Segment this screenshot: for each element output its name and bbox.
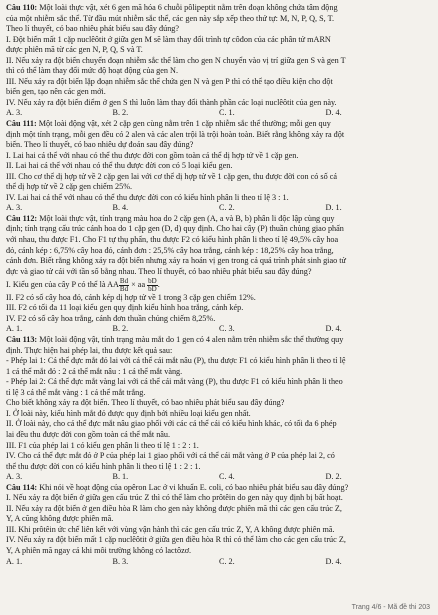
statement-line: được phiên mã từ các gen N, P, Q, S và T. bbox=[6, 45, 143, 55]
question-line: định một tính trạng, mỗi gen đều có 2 alen và các alen trội là trội hoàn toàn. Biết rằng không xảy ra đột bbox=[6, 129, 345, 139]
question-line: định; tính trạng cấu trúc cánh hoa do 1 cặp gen (D, d) quy định. Cho hai cây (P) thuần chủng giao phấn bbox=[6, 224, 344, 234]
option-b: B. 4. bbox=[112, 203, 129, 213]
option-d: D. 4. bbox=[325, 108, 342, 118]
fraction-numerator: bD bbox=[148, 276, 157, 285]
statement-i bbox=[6, 277, 432, 293]
question-line: đực và giao tử cái với tần số bằng nhau. Theo lí thuyết, có bao nhiêu phát biểu sau đây đúng? bbox=[6, 266, 312, 276]
option-a: A. 1. bbox=[6, 324, 23, 334]
page-footer: Trang 4/6 - Mã đề thi 203 bbox=[351, 604, 430, 612]
option-c: C. 4. bbox=[219, 472, 235, 482]
question-text: Một loài động vật, xét 2 cặp gen cùng nằm trên 1 cặp nhiễm sắc thể thường; mỗi gen quy bbox=[38, 119, 331, 129]
genotype-suffix: . bbox=[157, 280, 160, 290]
option-b: B. 1. bbox=[112, 472, 129, 482]
option-d: D. 4. bbox=[325, 324, 342, 334]
option-a: A. 1. bbox=[6, 556, 23, 566]
question-110 bbox=[6, 3, 432, 119]
statement-ii: II. Ở loài này, cho cá thể đực mắt nâu giao phối với các cá thể cái có kiểu hình khác, có tối đa 6 phép bbox=[6, 419, 337, 429]
statement-ii: II. F2 có số cây hoa đỏ, cánh kép dị hợp tử về 1 trong 3 cặp gen chiếm 12%. bbox=[6, 292, 256, 302]
question-line: Theo lí thuyết, có bao nhiêu phát biểu sau đây đúng? bbox=[6, 24, 180, 34]
question-title: Câu 113: bbox=[6, 335, 38, 345]
option-a: A. 3. bbox=[6, 203, 23, 213]
statement-line: thì có thể làm thay đổi mức độ hoạt động của gen N. bbox=[6, 66, 179, 76]
fraction-denominator: Bd bbox=[119, 284, 129, 293]
statement-line: biến gen, tạo nên các gen mới. bbox=[6, 87, 106, 97]
genotype-cross: × aa bbox=[129, 280, 148, 290]
fraction-denominator: bD bbox=[148, 284, 157, 293]
statement-iv: IV. Cho cá thể đực mắt đỏ ở P của phép lai 1 giao phối với cá thể cái mắt vàng ở P của phép lai 2, có bbox=[6, 451, 335, 461]
question-line: với nhau, thu được F1. Cho F1 tự thụ phấn, thu được F2 có kiểu hình phân li theo tỉ lệ 49,5% cây hoa bbox=[6, 235, 339, 245]
option-b: B. 2. bbox=[112, 324, 129, 334]
option-b: B. 2. bbox=[112, 108, 129, 118]
statement-line: thể thu được đời con có kiểu hình phân li theo tỉ lệ 1 : 2 : 1. bbox=[6, 461, 201, 471]
question-111 bbox=[6, 119, 432, 214]
option-a: A. 3. bbox=[6, 108, 23, 118]
statement-iii: III. F2 có tối đa 11 loại kiểu gen quy định kiểu hình hoa trắng, cánh kép. bbox=[6, 303, 244, 313]
statement-iv: IV. F2 có số cây hoa trắng, cánh đơn thuần chủng chiếm 8,25%. bbox=[6, 313, 216, 323]
statement-iv: IV. Nếu xảy ra đột biến mất 1 cặp nuclêôtit ở giữa gen điều hòa R thì có thể làm cho các gen cấu trúc Z, bbox=[6, 535, 346, 545]
statement-iv: IV. Lai hai cá thể với nhau có thể thu được đời con có kiểu hình phân li theo tỉ lệ 3 : 1. bbox=[6, 192, 289, 202]
question-text: Khi nói về hoạt động của opêron Lac ở vi khuẩn E. coli, có bao nhiêu phát biểu sau đây đúng? bbox=[39, 482, 349, 492]
question-114 bbox=[6, 483, 432, 567]
option-d: D. 4. bbox=[325, 556, 342, 566]
statement-line: Y, A phiên mã ngay cả khi môi trường không có lactôzơ. bbox=[6, 545, 192, 555]
statement-line: lai đều thu được đời con gồm toàn cá thể mắt nâu. bbox=[6, 429, 171, 439]
question-line: 1 cá thể mắt đỏ : 2 cá thể mắt nâu : 1 cá thể mắt vàng. bbox=[6, 366, 183, 376]
statement-i: I. Đột biến mất 1 cặp nuclêôtit ở giữa gen M sẽ làm thay đổi trình tự côđon của các phân tử mARN bbox=[6, 34, 331, 44]
answer-options bbox=[6, 108, 432, 119]
genotype-prefix: I. Kiểu gen của cây P có thể là AA bbox=[6, 280, 119, 290]
genotype-fraction-2 bbox=[147, 278, 158, 293]
statement-ii: II. Nếu xảy ra đột biến ở gen điều hòa R làm cho gen này không được phiên mã thì các gen cấu trúc Z, bbox=[6, 503, 342, 513]
question-line: cánh đơn. Biết rằng không xảy ra đột biến nhưng xảy ra hoán vị gen trong cả quá trình phát sinh giao tử bbox=[6, 256, 346, 266]
option-a: A. 3. bbox=[6, 472, 23, 482]
question-title: Câu 111: bbox=[6, 119, 37, 129]
question-title: Câu 112: bbox=[6, 213, 38, 223]
statement-iii: III. Nếu xảy ra đột biến lặp đoạn nhiễm sắc thể chứa gen N và gen P thì có thể tạo điều kiện cho đột bbox=[6, 76, 333, 86]
question-113 bbox=[6, 335, 432, 483]
question-text: Một loài thực vật, tính trạng màu hoa do 2 cặp gen (A, a và B, b) phân li độc lập cùng quy bbox=[39, 213, 335, 223]
statement-line: thể dị hợp tử về 2 cặp gen chiếm 25%. bbox=[6, 182, 133, 192]
option-d: D. 2. bbox=[325, 472, 342, 482]
statement-ii: II. Lai hai cá thể với nhau có thể thu được đời con có 5 loại kiểu gen. bbox=[6, 161, 233, 171]
option-c: C. 3. bbox=[219, 324, 235, 334]
statement-iii: III. Khi prôtêin ức chế liên kết với vùng vận hành thì các gen cấu trúc Z, Y, A không được phiên mã. bbox=[6, 524, 335, 534]
statement-i: I. Nếu xảy ra đột biến ở giữa gen cấu trúc Z thì có thể làm cho prôtêin do gen này quy định bị bất hoạt. bbox=[6, 493, 343, 503]
question-line: định. Thực hiện hai phép lai, thu được kết quả sau: bbox=[6, 345, 173, 355]
answer-options bbox=[6, 324, 432, 335]
statement-iii: III. Cho cơ thể dị hợp tử về 2 cặp gen lai với cơ thể dị hợp tử về 1 cặp gen, thu được đời con có số cá bbox=[6, 171, 338, 181]
statement-line: Y, A cũng không được phiên mã. bbox=[6, 514, 114, 524]
genotype-fraction-1 bbox=[119, 278, 129, 293]
statement-iv: IV. Nếu xảy ra đột biến điểm ở gen S thì luôn làm thay đổi thành phần các loại nuclêôtit của gen này. bbox=[6, 97, 337, 107]
question-title: Câu 110: bbox=[6, 3, 38, 12]
question-text: Một loài động vật, tính trạng màu mắt do 1 gen có 4 alen nằm trên nhiễm sắc thể thường quy bbox=[39, 335, 344, 345]
answer-options bbox=[6, 557, 432, 568]
question-text: Một loài thực vật, xét 6 gen mã hóa 6 chuỗi pôlipeptit nằm trên đoạn không chứa tâm động bbox=[39, 3, 338, 12]
question-line: của một nhiễm sắc thể. Từ đầu mút nhiễm sắc thể, các gen này sắp xếp theo thứ tự: M, N, P, Q, S, T. bbox=[6, 13, 335, 23]
statement-i: I. Ở loài này, kiểu hình mắt đỏ được quy định bởi nhiều loại kiểu gen nhất. bbox=[6, 408, 251, 418]
question-line: tỉ lệ 3 cá thể mắt vàng : 1 cá thể mắt trắng. bbox=[6, 387, 146, 397]
cross-2: - Phép lai 2: Cá thể đực mắt vàng lai với cá thể cái mắt vàng (P), thu được F1 có kiểu hình phân li theo bbox=[6, 377, 343, 387]
option-c: C. 1. bbox=[219, 108, 235, 118]
question-line: Cho biết không xảy ra đột biến. Theo lí thuyết, có bao nhiêu phát biểu sau đây đúng? bbox=[6, 398, 285, 408]
question-title: Câu 114: bbox=[6, 482, 38, 492]
question-line: biến. Theo lí thuyết, có bao nhiêu dự đoán sau đây đúng? bbox=[6, 140, 194, 150]
question-112 bbox=[6, 214, 432, 335]
answer-options bbox=[6, 472, 432, 483]
option-c: C. 2. bbox=[219, 556, 235, 566]
question-line: đỏ, cánh kép : 6,75% cây hoa đỏ, cánh đơn : 25,5% cây hoa trắng, cánh kép : 18,25% cây hoa trắng, bbox=[6, 245, 334, 255]
option-c: C. 2. bbox=[219, 203, 235, 213]
option-b: B. 3. bbox=[112, 556, 129, 566]
option-d: D. 1. bbox=[325, 203, 342, 213]
statement-iii: III. F1 của phép lai 1 có kiểu gen phân li theo tỉ lệ 1 : 2 : 1. bbox=[6, 440, 199, 450]
cross-1: - Phép lai 1: Cá thể đực mắt đỏ lai với cá thể cái mắt nâu (P), thu được F1 có kiểu hình phân li theo tỉ lệ bbox=[6, 356, 346, 366]
fraction-numerator: Bd bbox=[119, 276, 129, 285]
statement-i: I. Lai hai cá thể với nhau có thể thu được đời con gồm toàn cá thể dị hợp tử về 1 cặp gen. bbox=[6, 150, 299, 160]
statement-ii: II. Nếu xảy ra đột biến chuyển đoạn nhiễm sắc thể làm cho gen N chuyển vào vị trí giữa gen S và gen T bbox=[6, 55, 346, 65]
answer-options bbox=[6, 203, 432, 214]
